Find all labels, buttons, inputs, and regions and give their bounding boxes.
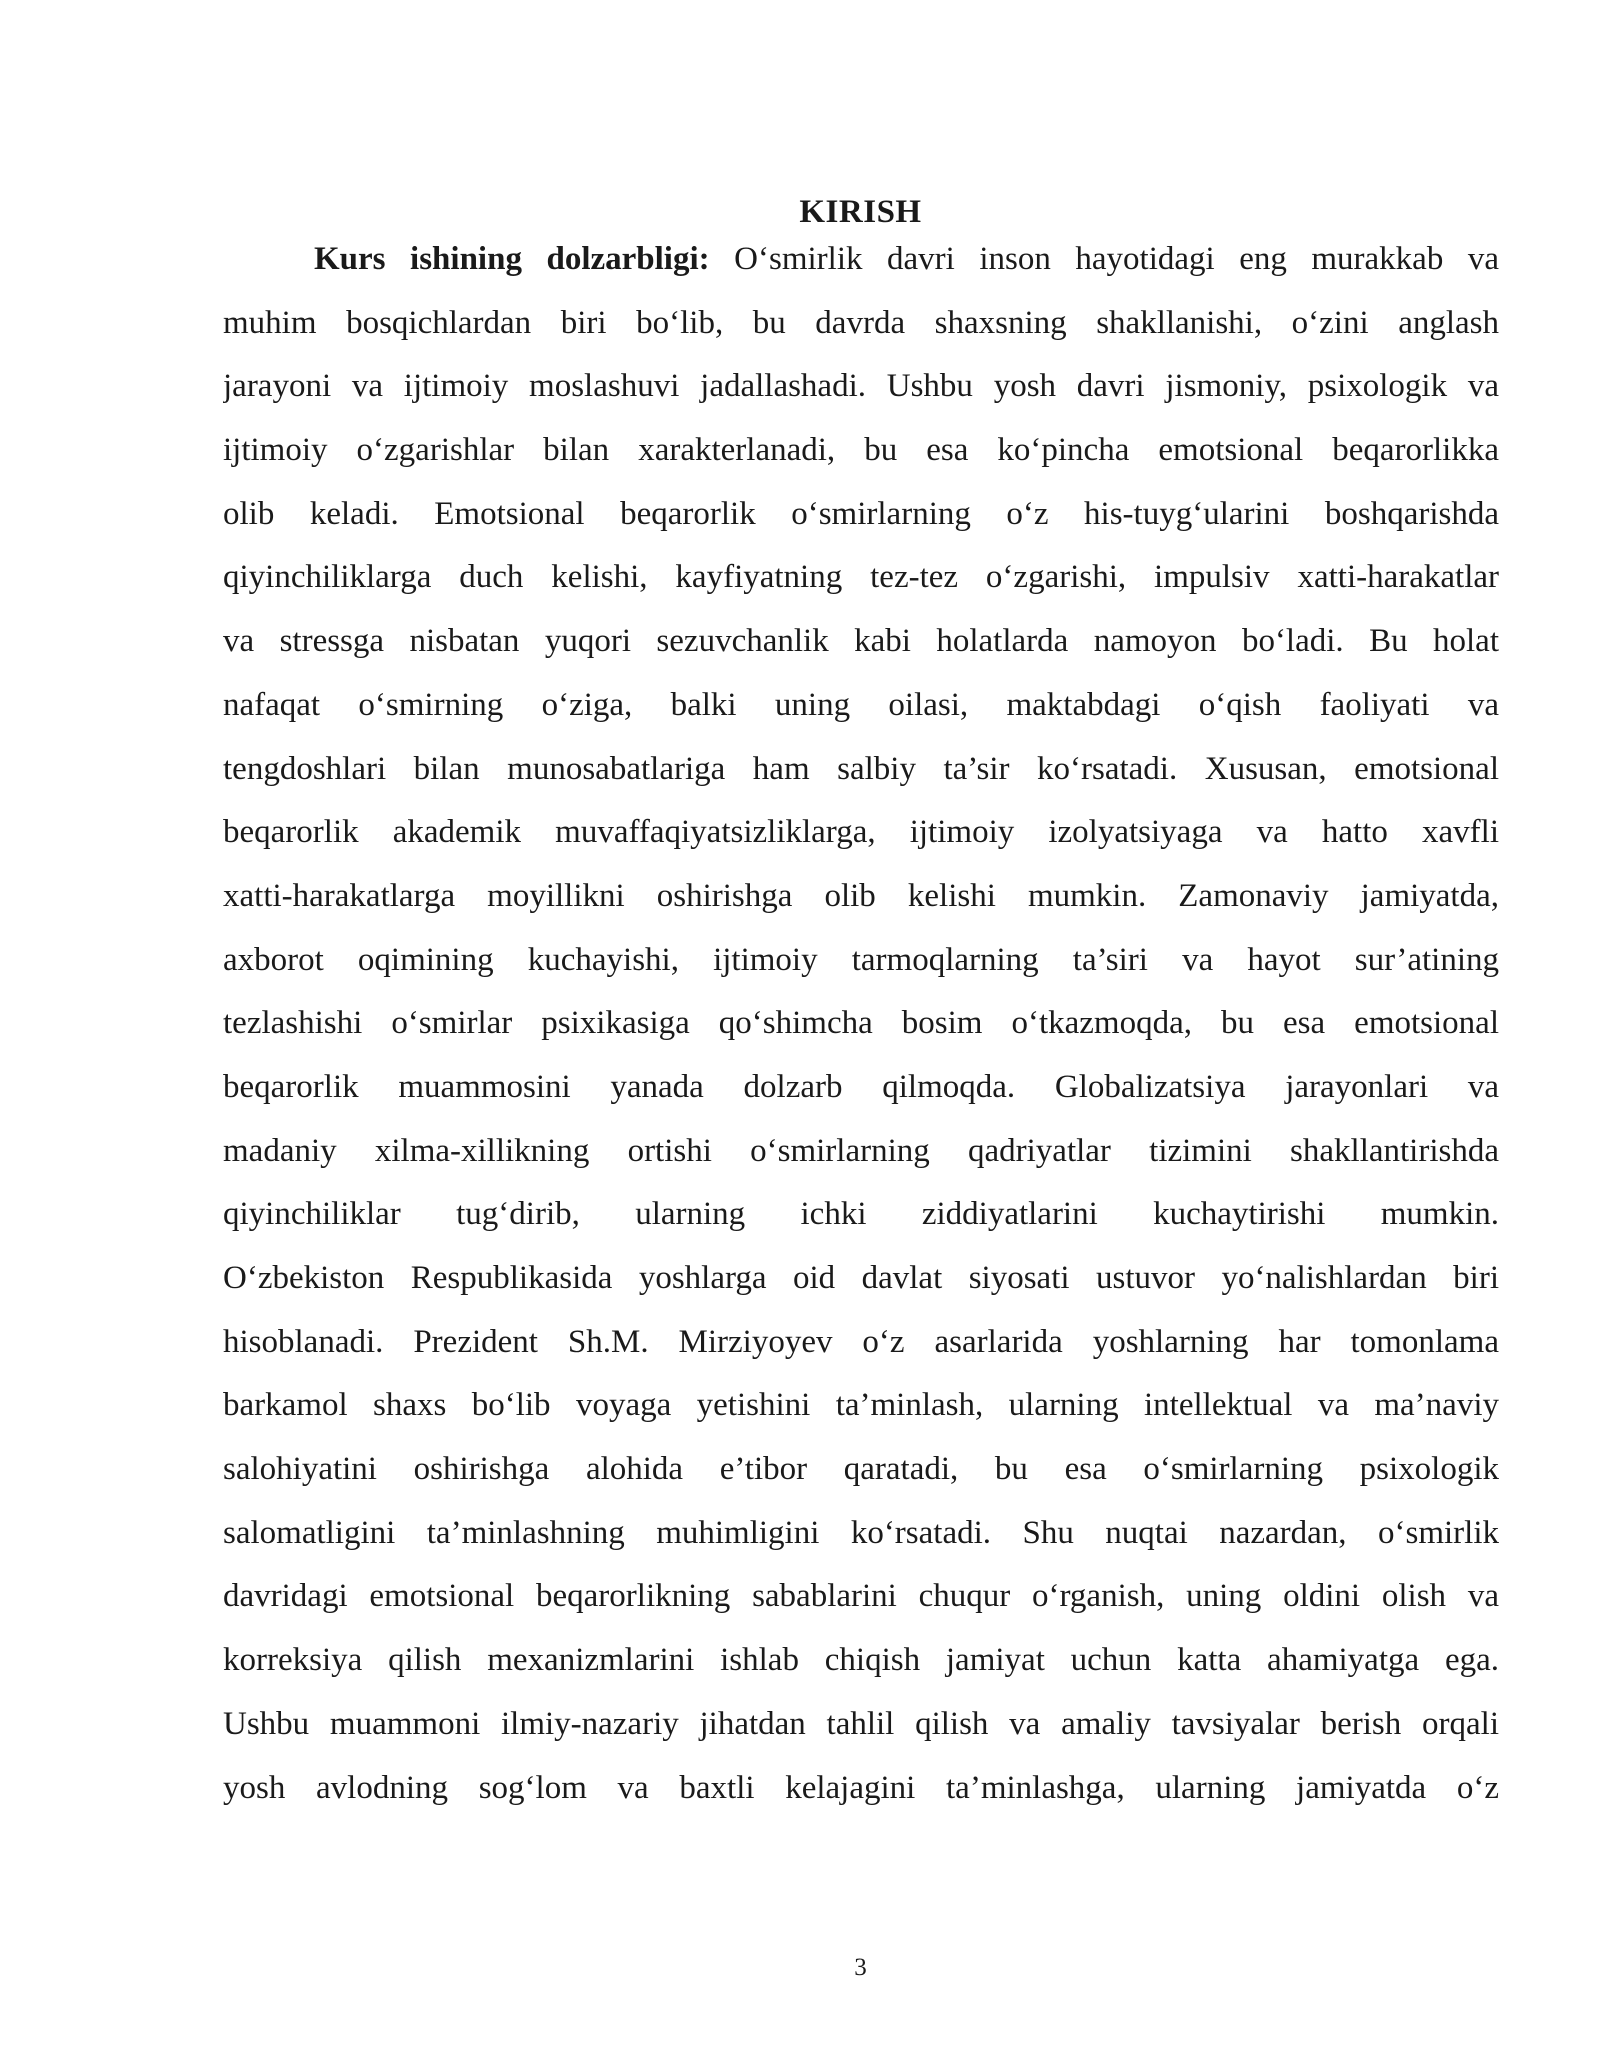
paragraph-line: jarayoni va ijtimoiy moslashuvi jadallashadi. Ushbu yosh davri jismoniy, psixologik va <box>223 368 1499 405</box>
paragraph-line: madaniy xilma-xillikning ortishi o‘smirlarning qadriyatlar tizimini shakllantirishda <box>223 1132 1499 1169</box>
paragraph-line: tengdoshlari bilan munosabatlariga ham salbiy ta’sir ko‘rsatadi. Xususan, emotsional <box>223 750 1499 787</box>
paragraph-line: beqarorlik akademik muvaffaqiyatsizliklarga, ijtimoiy izolyatsiyaga va hatto xavfli <box>223 814 1499 851</box>
lead-label: Kurs ishining dolzarbligi: <box>314 241 710 277</box>
paragraph-line: qiyinchiliklar tug‘dirib, ularning ichki ziddiyatlarini kuchaytirishi mumkin. <box>223 1196 1499 1233</box>
paragraph-line: qiyinchiliklarga duch kelishi, kayfiyatning tez-tez o‘zgarishi, impulsiv xatti-harakatlar <box>223 559 1499 596</box>
paragraph-line: barkamol shaxs bo‘lib voyaga yetishini ta’minlash, ularning intellektual va ma’naviy <box>223 1387 1499 1424</box>
paragraph-line: O‘zbekiston Respublikasida yoshlarga oid davlat siyosati ustuvor yo‘nalishlardan biri <box>223 1260 1499 1296</box>
paragraph-line: muhim bosqichlardan biri bo‘lib, bu davrda shaxsning shakllanishi, o‘zini anglash <box>223 304 1499 341</box>
section-title: KIRISH <box>799 194 922 230</box>
paragraph-line: Ushbu muammoni ilmiy-nazariy jihatdan tahlil qilish va amaliy tavsiyalar berish orqali <box>223 1705 1499 1742</box>
paragraph-line: ijtimoiy o‘zgarishlar bilan xarakterlanadi, bu esa ko‘pincha emotsional beqarorlikka <box>223 432 1499 469</box>
paragraph-line: hisoblanadi. Prezident Sh.M. Mirziyoyev o‘z asarlarida yoshlarning har tomonlama <box>223 1323 1499 1360</box>
paragraph-line: yosh avlodning sog‘lom va baxtli kelajagini ta’minlashga, ularning jamiyatda o‘z <box>223 1769 1499 1806</box>
paragraph-line: va stressga nisbatan yuqori sezuvchanlik kabi holatlarda namoyon bo‘ladi. Bu holat <box>223 623 1499 660</box>
page-number: 3 <box>854 1954 867 1981</box>
body-paragraph <box>223 228 1499 1820</box>
paragraph-line: salomatligini ta’minlashning muhimligini ko‘rsatadi. Shu nuqtai nazardan, o‘smirlik <box>223 1514 1499 1551</box>
paragraph-line: xatti-harakatlarga moyillikni oshirishga olib kelishi mumkin. Zamonaviy jamiyatda, <box>223 877 1499 914</box>
paragraph-line: olib keladi. Emotsional beqarorlik o‘smirlarning o‘z his-tuyg‘ularini boshqarishda <box>223 495 1499 532</box>
paragraph-line: nafaqat o‘smirning o‘ziga, balki uning oilasi, maktabdagi o‘qish faoliyati va <box>223 686 1499 723</box>
paragraph-line: davridagi emotsional beqarorlikning sabablarini chuqur o‘rganish, uning oldini olish va <box>223 1578 1499 1615</box>
paragraph-line: axborot oqimining kuchayishi, ijtimoiy tarmoqlarning ta’siri va hayot sur’atining <box>223 941 1499 978</box>
paragraph-line: salohiyatini oshirishga alohida e’tibor qaratadi, bu esa o‘smirlarning psixologik <box>223 1451 1499 1488</box>
paragraph-line: beqarorlik muammosini yanada dolzarb qilmoqda. Globalizatsiya jarayonlari va <box>223 1068 1499 1105</box>
paragraph-line: korreksiya qilish mexanizmlarini ishlab chiqish jamiyat uchun katta ahamiyatga ega. <box>223 1642 1499 1679</box>
paragraph-line <box>223 228 1499 292</box>
line-text: O‘smirlik davri inson hayotidagi eng murakkab va <box>709 241 1499 277</box>
paragraph-line: tezlashishi o‘smirlar psixikasiga qo‘shimcha bosim o‘tkazmoqda, bu esa emotsional <box>223 1005 1499 1042</box>
